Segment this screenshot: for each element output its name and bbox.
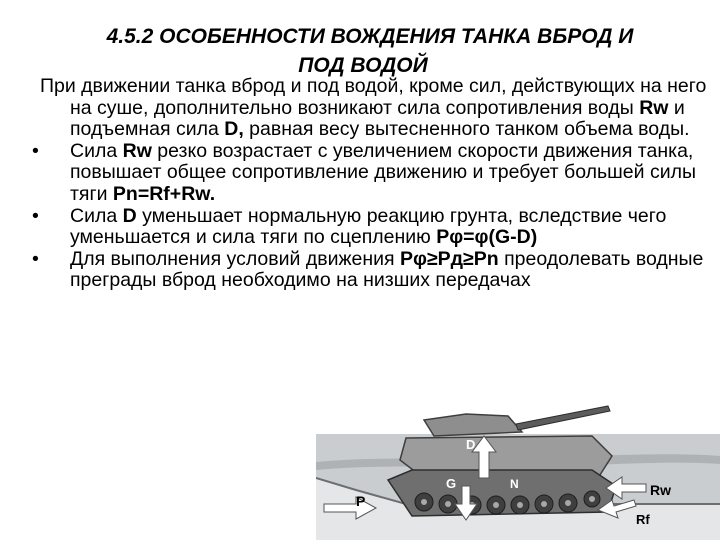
intro-paragraph bbox=[40, 76, 710, 141]
intro-bold-rw: Rw bbox=[639, 96, 669, 119]
intro-bold-d: D, bbox=[224, 118, 244, 141]
bullet-text: преодолевать водные преграды вброд необходимо на низших передачах bbox=[70, 247, 704, 292]
bullet-text: уменьшает нормальную реакцию грунта, вследствие чего уменьшается и сила тяги по сцеплению bbox=[70, 204, 667, 249]
bullet-text: резко возрастает с увеличением скорости движения танка, повышает общее сопротивление движению и требует большей силы тяги bbox=[70, 139, 696, 205]
force-rf-label: Rf bbox=[636, 512, 650, 527]
bullet-bold: Pn=Rf+Rw. bbox=[112, 182, 216, 205]
bullet-text: Сила bbox=[70, 139, 123, 162]
bullet-bold: D bbox=[122, 204, 137, 227]
intro-text-1: При движении танка вброд и под водой, кроме сил, действующих на него на суше, дополнительно возникают сила сопротивления воды bbox=[40, 75, 707, 119]
bullet-dot: • bbox=[32, 139, 39, 162]
tank-diagram-svg bbox=[316, 400, 720, 540]
bullet-text: Для выполнения условий движения bbox=[70, 247, 400, 270]
title-line-2: ПОД ВОДОЙ bbox=[298, 54, 428, 77]
page-title bbox=[0, 22, 720, 80]
bullet-dot: • bbox=[32, 247, 39, 270]
force-rw-label: Rw bbox=[650, 482, 671, 498]
bullet-bold: Pφ=φ(G-D) bbox=[436, 226, 538, 249]
bullet-dot: • bbox=[32, 204, 39, 227]
bullet-item bbox=[32, 204, 710, 249]
intro-text-2: и подъемная сила bbox=[70, 96, 685, 141]
force-n-label: N bbox=[510, 477, 519, 491]
bullet-bold: Rw bbox=[122, 139, 152, 162]
intro-text-3: равная весу вытесненного танком объема воды. bbox=[243, 118, 690, 141]
text-body bbox=[32, 75, 710, 292]
bullet-item bbox=[32, 247, 710, 292]
force-p-label: P bbox=[356, 493, 366, 509]
bullet-item bbox=[32, 139, 710, 206]
tank-body bbox=[388, 406, 616, 516]
title-line-1: 4.5.2 ОСОБЕННОСТИ ВОЖДЕНИЯ ТАНКА ВБРОД И bbox=[106, 25, 634, 48]
force-g-label: G bbox=[446, 476, 457, 491]
force-d-label: D bbox=[466, 437, 476, 452]
bullet-bold: Pφ≥Pд≥Pn bbox=[400, 247, 499, 270]
bullet-text: Сила bbox=[70, 204, 123, 227]
tank-figure bbox=[316, 400, 720, 540]
